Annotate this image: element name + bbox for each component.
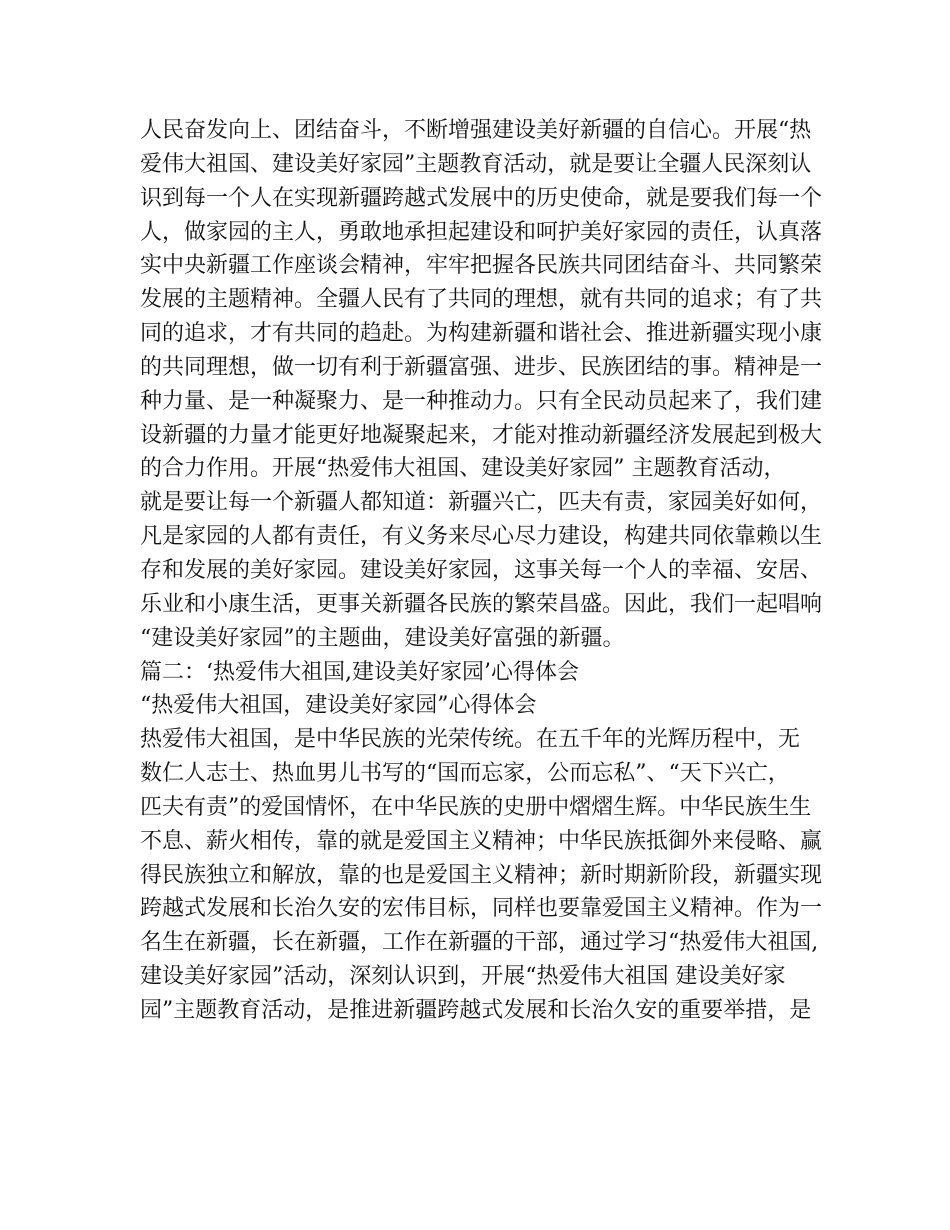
text-line: 爱伟大祖国、建设美好家园”主题教育活动，就是要让全疆人民深刻认 [140,151,812,177]
text-line: 人民奋发向上、团结奋斗，不断增强建设美好新疆的自信心。开展“热 [140,118,812,143]
text-line: 数仁人志士、热血男儿书写的“国而忘家，公而忘私”、“天下兴亡， [140,761,790,787]
section-heading: 篇二：‘热爱伟大祖国,建设美好家园’心得体会 [140,659,579,685]
text-line: 跨越式发展和长治久安的宏伟目标，同样也要靠爱国主义精神。作为一 [140,896,823,922]
text-line: 凡是家园的人都有责任，有义务来尽心尽力建设，构建共同依靠赖以生 [140,524,823,550]
text-line: “建设美好家园”的主题曲，建设美好富强的新疆。 [140,625,625,651]
text-line: 设新疆的力量才能更好地凝聚起来，才能对推动新疆经济发展起到极大 [140,422,823,448]
text-line: 名生在新疆，长在新疆，工作在新疆的干部，通过学习“热爱伟大祖国, [140,930,819,956]
text-line: 就是要让每一个新疆人都知道：新疆兴亡，匹夫有责，家园美好如何， [140,490,823,516]
document-body [140,114,823,1028]
text-line: 识到每一个人在实现新疆跨越式发展中的历史使命，就是要我们每一个 [140,185,823,211]
text-line: 园”主题教育活动，是推进新疆跨越式发展和长治久安的重要举措，是 [140,997,812,1023]
text-line: 存和发展的美好家园。建设美好家园，这事关每一个人的幸福、安居、 [140,557,823,583]
text-line: 的共同理想，做一切有利于新疆富强、进步、民族团结的事。精神是一 [140,354,823,380]
text-line: 的合力作用。开展“热爱伟大祖国、建设美好家园” 主题教育活动， [140,456,786,482]
text-line: 不息、薪火相传，靠的就是爱国主义精神；中华民族抵御外来侵略、赢 [140,828,823,854]
text-line: 同的追求，才有共同的趋赴。为构建新疆和谐社会、推进新疆实现小康 [140,321,823,347]
text-line: 实中央新疆工作座谈会精神，牢牢把握各民族共同团结奋斗、共同繁荣 [140,253,823,279]
text-line: 人，做家园的主人，勇敢地承担起建设和呵护美好家园的责任，认真落 [140,219,823,245]
text-line: 得民族独立和解放，靠的也是爱国主义精神；新时期新阶段，新疆实现 [140,862,823,888]
text-line: 种力量、是一种凝聚力、是一种推动力。只有全民动员起来了，我们建 [140,388,823,414]
article-title: “热爱伟大祖国，建设美好家园”心得体会 [140,693,537,719]
text-line: 匹夫有责”的爱国情怀，在中华民族的史册中熠熠生辉。中华民族生生 [140,794,812,820]
text-line: 建设美好家园”活动，深刻认识到，开展“热爱伟大祖国 建设美好家 [140,964,786,990]
text-line: 乐业和小康生活，更事关新疆各民族的繁荣昌盛。因此，我们一起唱响 [140,591,823,617]
text-line: 发展的主题精神。全疆人民有了共同的理想，就有共同的追求；有了共 [140,287,823,313]
text-line: 热爱伟大祖国，是中华民族的光荣传统。在五千年的光辉历程中，无 [140,727,801,753]
